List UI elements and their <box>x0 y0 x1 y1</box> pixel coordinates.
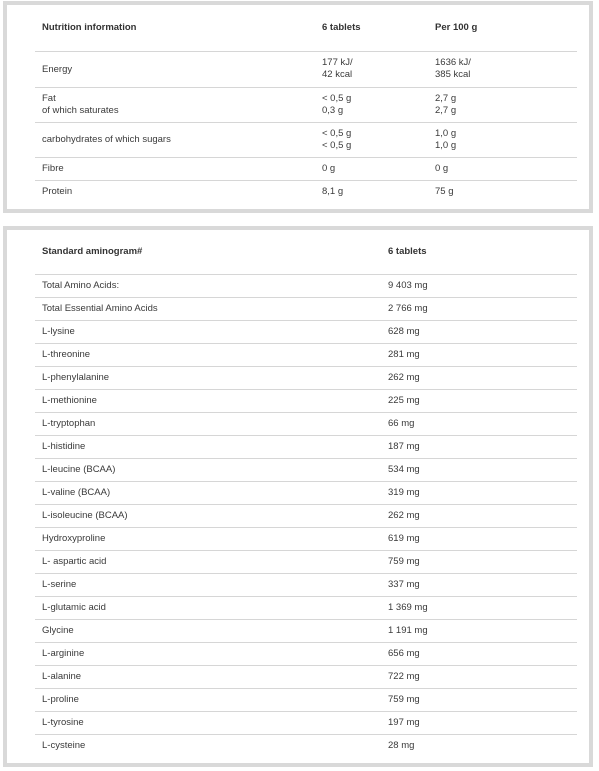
aminogram-row <box>35 412 577 435</box>
nutrition-label: carbohydrates of which sugars <box>42 134 171 145</box>
nutrition-value-6-tablets: 8,1 g <box>322 186 344 198</box>
aminogram-row <box>35 389 577 412</box>
nutrition-value-per-100g <box>428 87 577 122</box>
amino-acid-label: Total Essential Amino Acids <box>42 303 158 314</box>
value-line: 1,0 g <box>435 127 457 139</box>
aminogram-row <box>35 504 577 527</box>
value-line: 0,3 g <box>322 104 344 116</box>
aminogram-row <box>35 343 577 366</box>
aminogram-header-6-tablets: 6 tablets <box>388 246 427 258</box>
label-line: of which saturates <box>42 104 119 116</box>
amino-acid-value: 187 mg <box>388 441 420 452</box>
nutrition-header-row <box>35 5 577 51</box>
aminogram-row <box>35 527 577 550</box>
amino-acid-value: 1 191 mg <box>388 625 428 636</box>
amino-acid-label: Total Amino Acids: <box>42 280 120 291</box>
amino-acid-label: L- aspartic acid <box>42 556 107 567</box>
amino-acid-value: 281 mg <box>388 349 420 360</box>
amino-acid-label: L-histidine <box>42 441 86 452</box>
value-line: < 0,5 g <box>322 127 352 139</box>
aminogram-row <box>35 274 577 297</box>
amino-acid-value: 9 403 mg <box>388 280 428 291</box>
nutrition-label: Energy <box>42 63 73 75</box>
value-line: 42 kcal <box>322 69 353 80</box>
nutrition-value-per-100g <box>428 122 577 157</box>
amino-acid-label: L-arginine <box>42 648 85 659</box>
value-line: 177 kJ/ <box>322 57 353 68</box>
aminogram-row <box>35 458 577 481</box>
aminogram-header-row <box>35 230 577 274</box>
amino-acid-label: L-phenylalanine <box>42 372 110 383</box>
amino-acid-label: L-tryptophan <box>42 418 96 429</box>
nutrition-row-carbohydrates <box>35 122 577 157</box>
amino-acid-value: 534 mg <box>388 464 420 475</box>
amino-acid-label: L-tyrosine <box>42 717 84 728</box>
amino-acid-label: L-methionine <box>42 395 97 406</box>
aminogram-row <box>35 596 577 619</box>
value-line: 1636 kJ/ <box>435 57 471 68</box>
value-line: < 0,5 g <box>322 92 352 104</box>
amino-acid-label: L-threonine <box>42 349 91 360</box>
nutrition-value-per-100g: 0 g <box>435 163 449 174</box>
amino-acid-label: L-lysine <box>42 326 75 337</box>
amino-acid-value: 319 mg <box>388 487 420 498</box>
nutrition-label <box>35 87 315 122</box>
aminogram-row <box>35 320 577 343</box>
amino-acid-value: 337 mg <box>388 579 420 590</box>
label-line: Fat <box>42 92 56 104</box>
nutrition-header-per-100g: Per 100 g <box>435 22 478 34</box>
aminogram-row <box>35 366 577 389</box>
aminogram-row <box>35 619 577 642</box>
amino-acid-value: 1 369 mg <box>388 602 428 613</box>
amino-acid-label: L-valine (BCAA) <box>42 487 111 498</box>
nutrition-header-label: Nutrition information <box>42 22 137 34</box>
aminogram-row <box>35 435 577 458</box>
amino-acid-label: L-proline <box>42 694 79 705</box>
amino-acid-label: Glycine <box>42 625 74 636</box>
amino-acid-label: L-leucine (BCAA) <box>42 464 116 475</box>
amino-acid-value: 619 mg <box>388 533 420 544</box>
amino-acid-value: 66 mg <box>388 418 415 429</box>
aminogram-row <box>35 550 577 573</box>
amino-acid-value: 197 mg <box>388 717 420 728</box>
value-line: 1,0 g <box>435 139 457 151</box>
nutrition-label: Protein <box>42 186 73 198</box>
aminogram-row <box>35 665 577 688</box>
nutrition-panel <box>3 1 593 213</box>
nutrition-row-fat <box>35 87 577 122</box>
nutrition-row-fibre <box>35 157 577 180</box>
nutrition-row-protein <box>35 180 577 203</box>
nutrition-value-6-tablets <box>315 87 428 122</box>
amino-acid-value: 2 766 mg <box>388 303 428 314</box>
amino-acid-label: L-cysteine <box>42 740 86 752</box>
amino-acid-value: 656 mg <box>388 648 420 659</box>
amino-acid-value: 759 mg <box>388 694 420 705</box>
amino-acid-value: 28 mg <box>388 740 415 752</box>
amino-acid-value: 628 mg <box>388 326 420 337</box>
aminogram-rows <box>35 274 577 757</box>
aminogram-row <box>35 297 577 320</box>
amino-acid-label: L-serine <box>42 579 77 590</box>
nutrition-label: Fibre <box>42 163 64 174</box>
nutrition-table <box>35 5 577 203</box>
aminogram-row <box>35 642 577 665</box>
value-line: 2,7 g <box>435 104 457 116</box>
nutrition-value-per-100g <box>428 51 577 87</box>
nutrition-value-6-tablets: 0 g <box>322 163 336 174</box>
amino-acid-label: L-alanine <box>42 671 82 682</box>
aminogram-panel <box>3 226 593 767</box>
aminogram-row <box>35 734 577 757</box>
amino-acid-value: 262 mg <box>388 510 420 521</box>
aminogram-row <box>35 688 577 711</box>
nutrition-row-energy <box>35 51 577 87</box>
amino-acid-value: 262 mg <box>388 372 420 383</box>
nutrition-value-6-tablets <box>315 51 428 87</box>
value-line: 2,7 g <box>435 92 457 104</box>
nutrition-header-6-tablets: 6 tablets <box>322 22 361 34</box>
amino-acid-value: 225 mg <box>388 395 420 406</box>
aminogram-row <box>35 573 577 596</box>
amino-acid-label: L-isoleucine (BCAA) <box>42 510 128 521</box>
aminogram-header-label: Standard aminogram# <box>42 246 143 258</box>
amino-acid-value: 759 mg <box>388 556 420 567</box>
value-line: 385 kcal <box>435 69 471 80</box>
value-line: < 0,5 g <box>322 139 352 151</box>
amino-acid-label: L-glutamic acid <box>42 602 106 613</box>
amino-acid-label: Hydroxyproline <box>42 533 106 544</box>
aminogram-row <box>35 481 577 504</box>
aminogram-row <box>35 711 577 734</box>
nutrition-value-6-tablets <box>315 122 428 157</box>
amino-acid-value: 722 mg <box>388 671 420 682</box>
aminogram-table <box>35 230 577 757</box>
nutrition-value-per-100g: 75 g <box>435 186 454 198</box>
